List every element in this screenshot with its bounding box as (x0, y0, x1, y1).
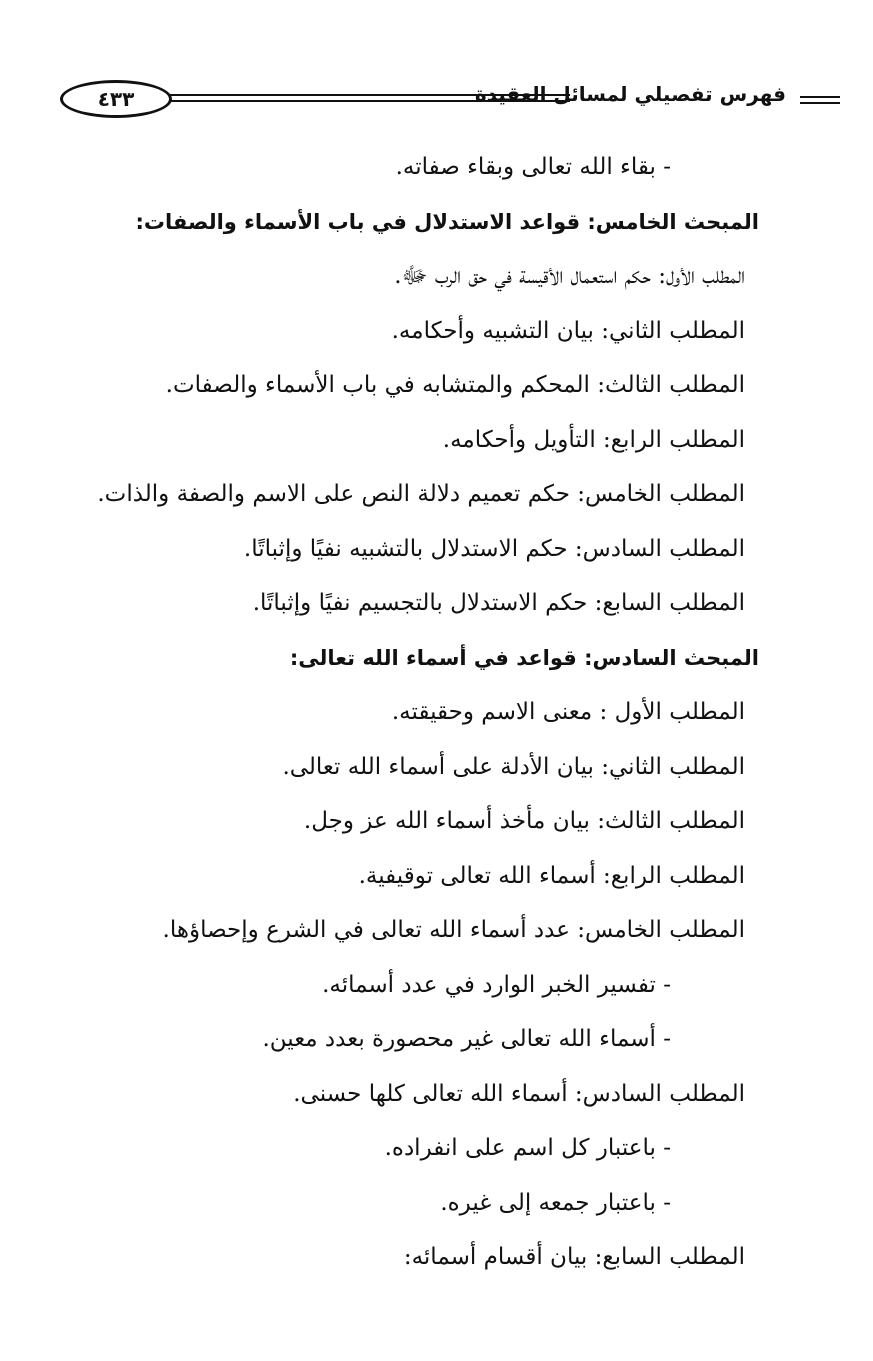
sub-item: - باعتبار كل اسم على انفراده. (384, 1135, 671, 1161)
index-content (97, 140, 759, 1285)
section-heading: المبحث السادس: قواعد في أسماء الله تعالى: (289, 645, 759, 670)
subsection-entry: المطلب الثاني: بيان الأدلة على أسماء الله تعالى. (282, 753, 745, 780)
subsection-entry: المطلب الثالث: بيان مأخذ أسماء الله عز وجل. (303, 808, 745, 834)
sub-item: - بقاء الله تعالى وبقاء صفاته. (395, 154, 671, 180)
sub-item: - تفسير الخبر الوارد في عدد أسمائه. (322, 971, 671, 998)
subsection-entry: المطلب الثاني: بيان التشبيه وأحكامه. (391, 317, 745, 344)
subsection-entry: المطلب السادس: أسماء الله تعالى كلها حسنى. (293, 1080, 745, 1107)
subsection-entry: المطلب السادس: حكم الاستدلال بالتشبيه نفيًا وإثباتًا. (243, 535, 745, 562)
header-rule-short (800, 102, 840, 104)
sub-item: - أسماء الله تعالى غير محصورة بعدد معين. (262, 1026, 671, 1052)
subsection-entry: المطلب السابع: بيان أقسام أسمائه: (403, 1244, 745, 1270)
header-rule-short (800, 96, 840, 98)
subsection-entry: المطلب الأول: حكم استعمال الأقيسة في حق الرب ﷻ. (394, 263, 745, 289)
subsection-entry: المطلب الأول : معنى الاسم وحقيقته. (391, 699, 745, 725)
subsection-entry: المطلب الثالث: المحكم والمتشابه في باب الأسماء والصفات. (165, 372, 745, 398)
subsection-entry: المطلب السابع: حكم الاستدلال بالتجسيم نفيًا وإثباتًا. (252, 590, 745, 616)
running-title: فهرس تفصيلي لمسائل العقيدة (474, 82, 786, 106)
subsection-entry: المطلب الرابع: التأويل وأحكامه. (442, 426, 745, 453)
page-number: ٤٣٣ (60, 80, 172, 118)
page-header (52, 74, 840, 126)
sub-item: - باعتبار جمعه إلى غيره. (440, 1189, 671, 1216)
subsection-entry: المطلب الرابع: أسماء الله تعالى توقيفية. (358, 862, 745, 889)
subsection-entry: المطلب الخامس: حكم تعميم دلالة النص على الاسم والصفة والذات. (97, 481, 745, 507)
section-heading: المبحث الخامس: قواعد الاستدلال في باب الأسماء والصفات: (135, 209, 759, 234)
subsection-entry: المطلب الخامس: عدد أسماء الله تعالى في الشرع وإحصاؤها. (162, 917, 745, 943)
